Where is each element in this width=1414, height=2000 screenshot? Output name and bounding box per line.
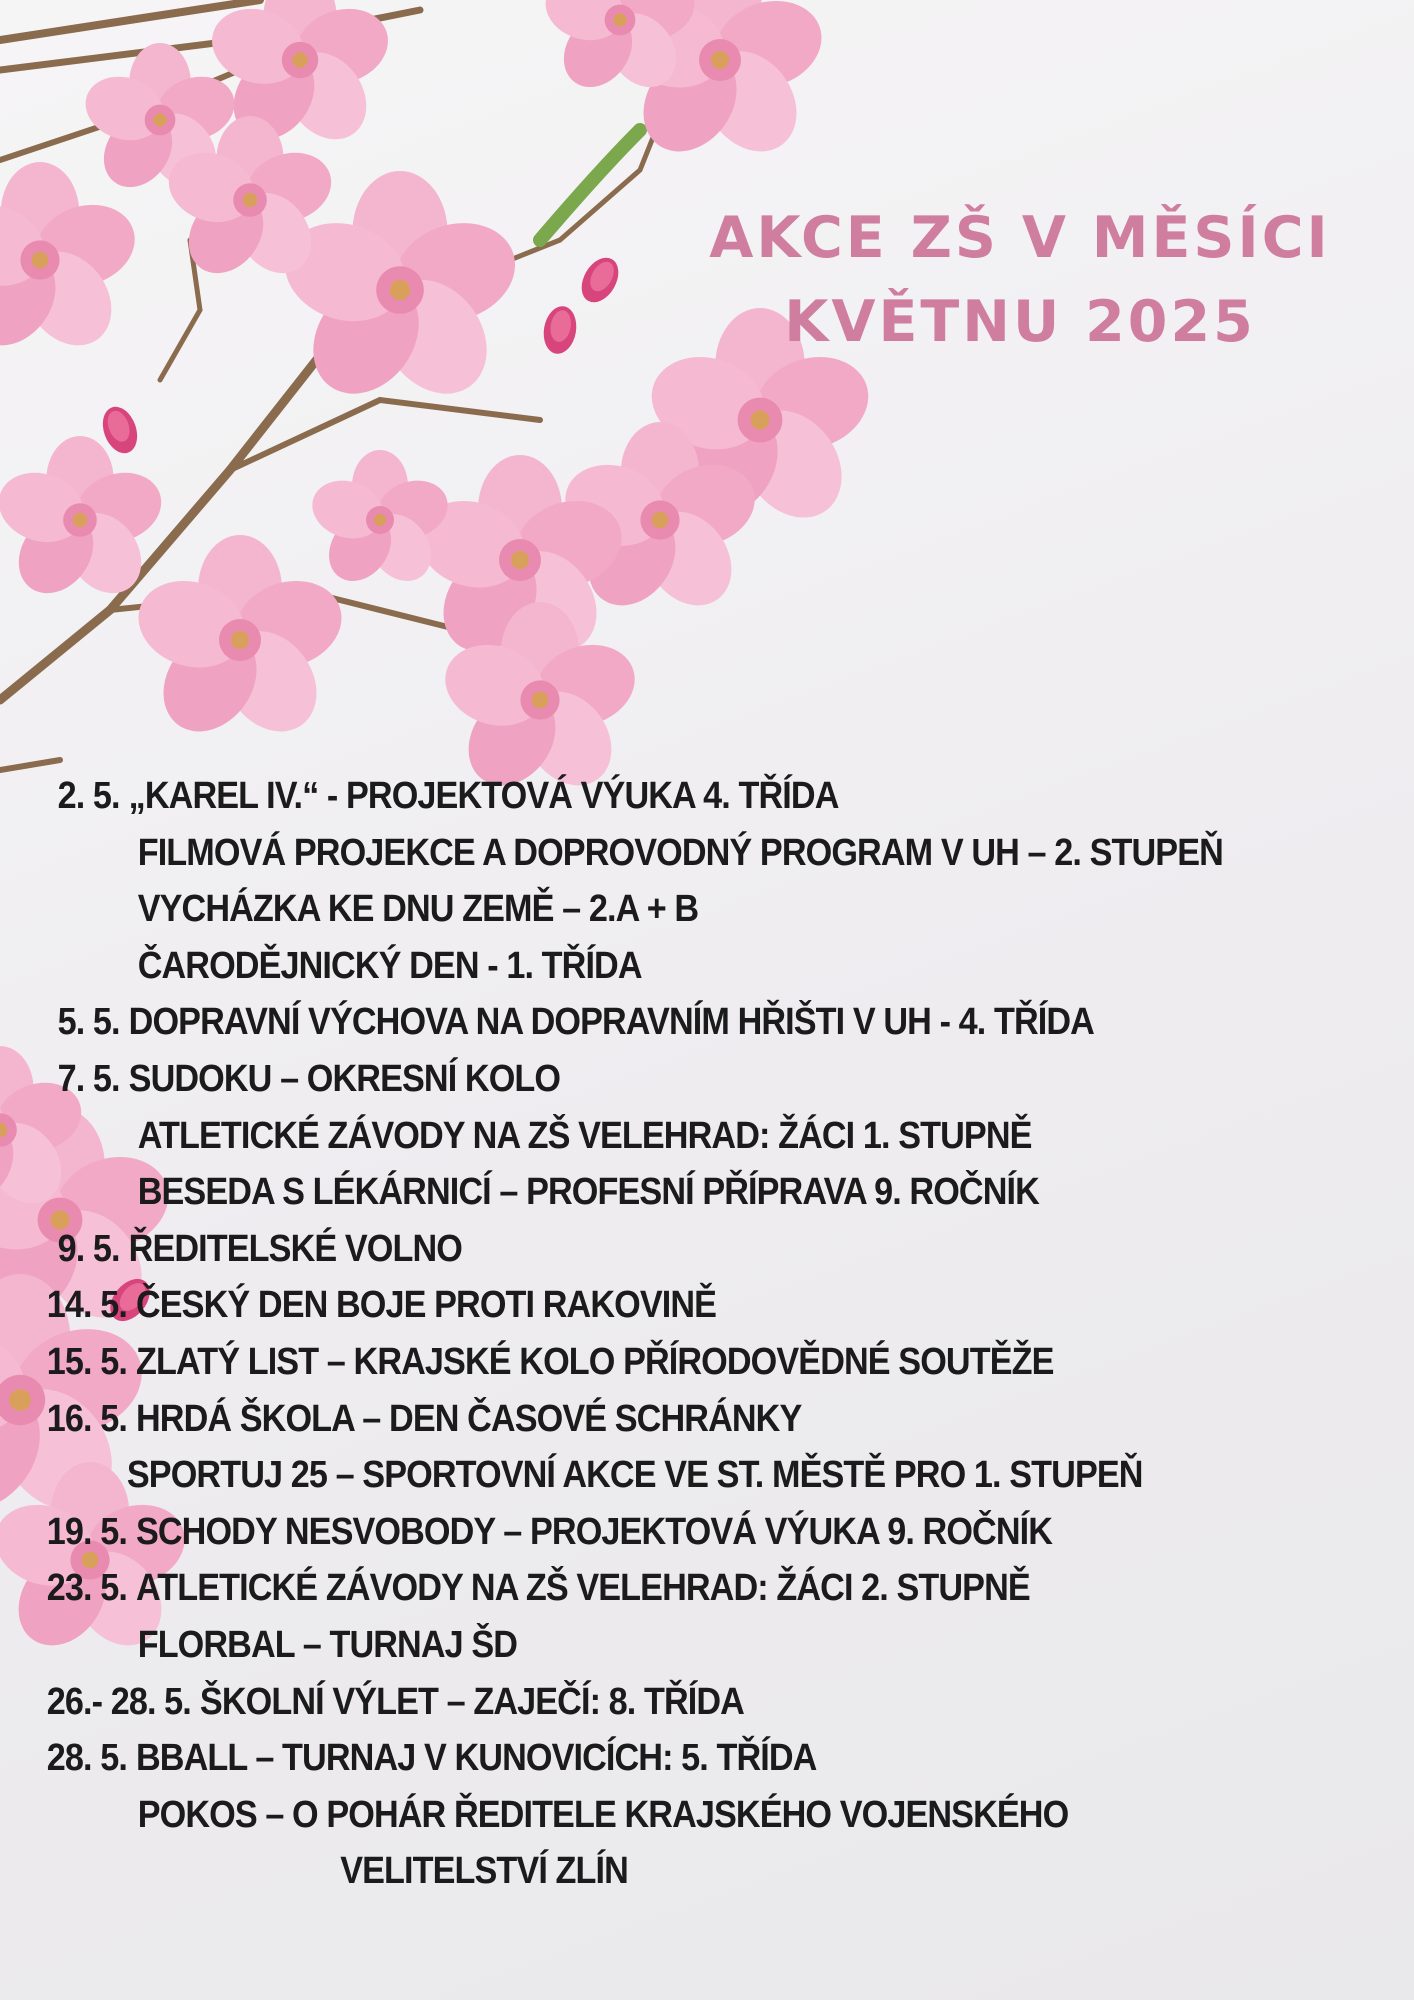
event-text: ATLETICKÉ ZÁVODY NA ZŠ VELEHRAD: ŽÁCI 2. STUPNĚ [135, 1567, 1030, 1610]
event-date: 23. 5. [46, 1567, 127, 1610]
event-row [0, 1391, 1273, 1448]
event-row [0, 881, 1273, 938]
event-row [0, 1051, 1273, 1108]
event-text: ZLATÝ LIST – KRAJSKÉ KOLO PŘÍRODOVĚDNÉ SOUTĚŽE [135, 1340, 1054, 1383]
event-date: 9. 5. [57, 1227, 120, 1270]
event-row [0, 994, 1273, 1051]
event-text: SUDOKU – OKRESNÍ KOLO [128, 1057, 561, 1100]
event-text: BESEDA S LÉKÁRNICÍ – PROFESNÍ PŘÍPRAVA 9. ROČNÍK [137, 1171, 1039, 1214]
event-row [0, 1674, 1273, 1731]
event-row [0, 1730, 1273, 1787]
event-text: FLORBAL – TURNAJ ŠD [137, 1623, 518, 1666]
title-line-2: KVĚTNU 2025 [784, 289, 1256, 355]
event-list [0, 768, 1414, 1900]
page-title [700, 196, 1340, 364]
event-row [0, 1504, 1273, 1561]
event-row [0, 1617, 1273, 1674]
title-line-1: AKCE ZŠ V MĚSÍCI [709, 205, 1331, 271]
event-text: SCHODY NESVOBODY – PROJEKTOVÁ VÝUKA 9. ROČNÍK [135, 1510, 1053, 1553]
event-date: 19. 5. [46, 1510, 127, 1553]
event-row [0, 938, 1273, 995]
event-text: VELITELSTVÍ ZLÍN [340, 1850, 628, 1893]
event-row [0, 1787, 1273, 1844]
event-row [0, 1108, 1273, 1165]
event-date: 16. 5. [46, 1397, 127, 1440]
event-text: ČARODĚJNICKÝ DEN - 1. TŘÍDA [137, 944, 642, 987]
event-row [0, 1334, 1273, 1391]
event-date: 5. 5. [57, 1001, 120, 1044]
event-date: 26.- 28. 5. [46, 1680, 191, 1723]
event-text: HRDÁ ŠKOLA – DEN ČASOVÉ SCHRÁNKY [135, 1397, 802, 1440]
event-row [0, 1843, 1273, 1900]
event-date: 15. 5. [46, 1340, 127, 1383]
event-date: 2. 5. [57, 775, 120, 817]
event-text: ATLETICKÉ ZÁVODY NA ZŠ VELEHRAD: ŽÁCI 1. STUPNĚ [137, 1114, 1032, 1157]
event-text: „KAREL IV.“ - PROJEKTOVÁ VÝUKA 4. TŘÍDA [128, 775, 839, 817]
event-text: SPORTUJ 25 – SPORTOVNÍ AKCE VE ST. MĚSTĚ PRO 1. STUPEŇ [126, 1454, 1143, 1497]
event-text: ŠKOLNÍ VÝLET – ZAJEČÍ: 8. TŘÍDA [199, 1680, 744, 1723]
event-date: 28. 5. [46, 1737, 127, 1780]
event-text: POKOS – O POHÁR ŘEDITELE KRAJSKÉHO VOJENSKÉHO [137, 1793, 1069, 1836]
event-row [0, 1221, 1273, 1278]
event-text: BBALL – TURNAJ V KUNOVICÍCH: 5. TŘÍDA [135, 1737, 817, 1780]
event-row [0, 1277, 1273, 1334]
event-text: FILMOVÁ PROJEKCE A DOPROVODNÝ PROGRAM V UH – 2. STUPEŇ [137, 831, 1223, 874]
event-date: 7. 5. [57, 1057, 120, 1100]
event-text: DOPRAVNÍ VÝCHOVA NA DOPRAVNÍM HŘIŠTI V UH - 4. TŘÍDA [128, 1001, 1094, 1044]
event-row [0, 1164, 1273, 1221]
event-row [0, 768, 1273, 825]
event-row [0, 1447, 1273, 1504]
event-text: VYCHÁZKA KE DNU ZEMĚ – 2.A + B [137, 888, 699, 931]
event-text: ČESKÝ DEN BOJE PROTI RAKOVINĚ [135, 1284, 717, 1327]
event-date: 14. 5. [46, 1284, 127, 1327]
event-row [0, 1560, 1273, 1617]
event-text: ŘEDITELSKÉ VOLNO [128, 1227, 462, 1270]
event-row [0, 825, 1273, 882]
